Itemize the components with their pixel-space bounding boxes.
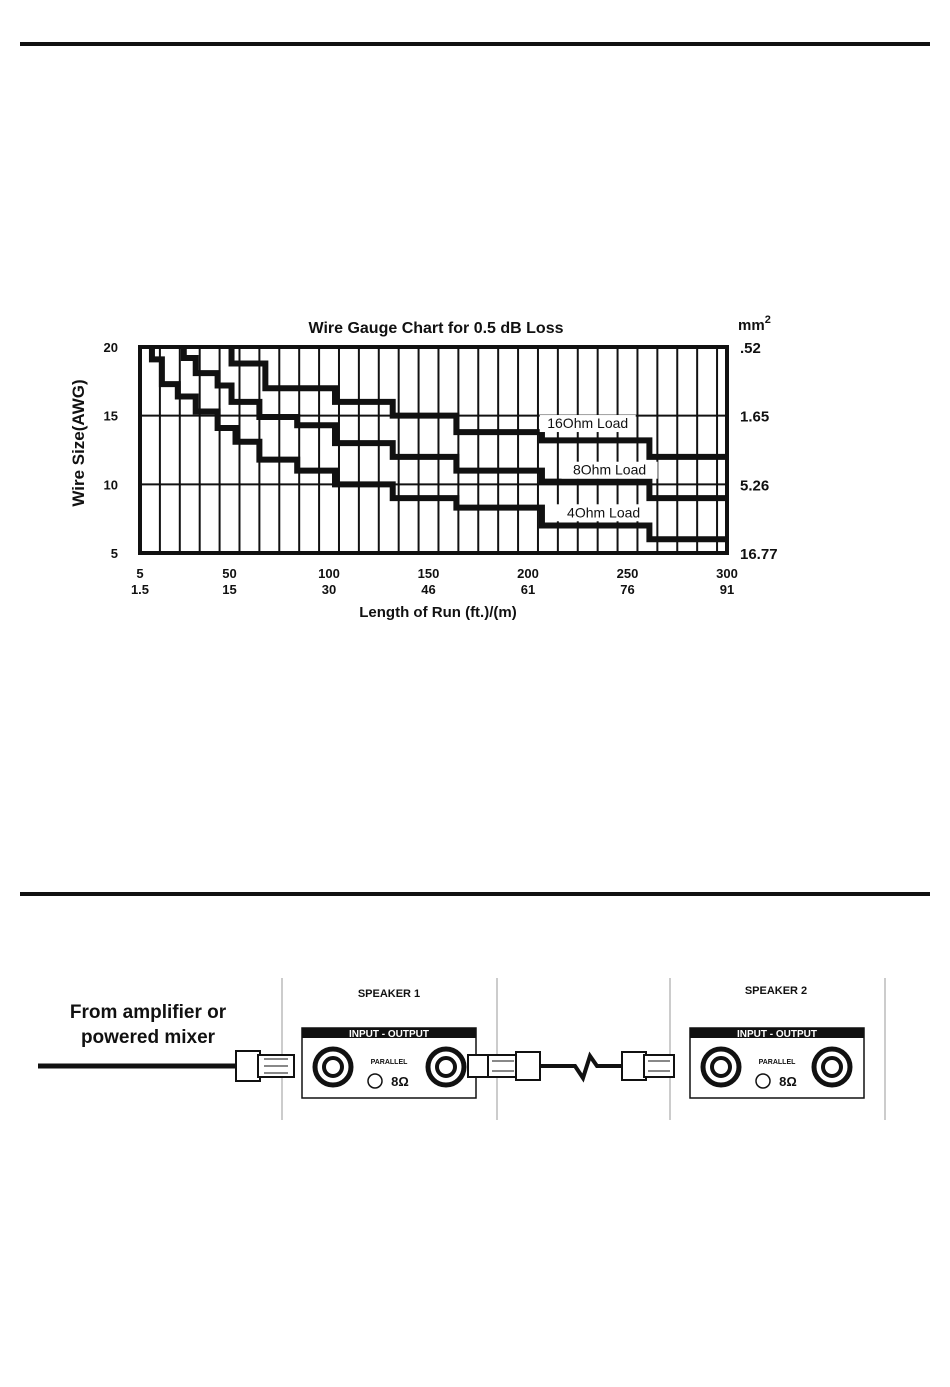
series-label: 8Ohm Load xyxy=(573,461,647,478)
source-label-line2: powered mixer xyxy=(80,1027,216,1048)
right-tick-label: 1.65 xyxy=(740,408,770,426)
x-tick-label-m: 1.5 xyxy=(130,582,150,597)
speaker1-impedance: 8Ω xyxy=(391,1074,409,1089)
x-tick-label-m: 46 xyxy=(421,582,436,597)
speaker2-pin-icon xyxy=(756,1074,770,1088)
x-axis-label: Length of Run (ft.)/(m) xyxy=(359,604,517,621)
x-tick-label-ft: 5 xyxy=(136,566,144,581)
right-axis-unit-superscript: 2 xyxy=(764,314,771,326)
right-axis-unit xyxy=(738,314,771,334)
plot-frame xyxy=(140,347,727,553)
middle-divider-rule xyxy=(20,892,930,896)
x-tick-label-m: 61 xyxy=(520,582,536,597)
speaker2-impedance: 8Ω xyxy=(779,1074,797,1089)
speaker-wiring-diagram xyxy=(0,960,950,1140)
x-tick-label-m: 76 xyxy=(620,582,635,597)
x-tick-label-m: 15 xyxy=(222,582,237,597)
speakon-connector-3 xyxy=(622,1052,674,1080)
right-tick-label: 16.77 xyxy=(740,546,778,563)
right-axis-unit-base: mm xyxy=(738,317,765,334)
x-tick-label-ft: 50 xyxy=(222,566,237,581)
speaker2-input-jack xyxy=(703,1049,739,1085)
y-tick-label: 10 xyxy=(103,477,118,493)
speaker2-panel xyxy=(690,1028,864,1098)
x-tick-label-ft: 300 xyxy=(716,566,738,581)
x-tick-label-ft: 250 xyxy=(616,566,639,581)
y-axis-label: Wire Size(AWG) xyxy=(69,379,88,507)
y-tick-label: 5 xyxy=(110,546,118,561)
x-tick-label-ft: 150 xyxy=(417,566,440,581)
right-tick-label: .52 xyxy=(740,340,761,357)
speaker2-name: SPEAKER 2 xyxy=(744,985,808,997)
speakon-connector-1 xyxy=(236,1051,294,1081)
right-tick-label: 5.26 xyxy=(740,477,770,495)
speaker1-name: SPEAKER 1 xyxy=(357,988,421,1000)
chart-title: Wire Gauge Chart for 0.5 dB Loss xyxy=(308,320,564,337)
series-label: 16Ohm Load xyxy=(547,415,629,432)
speaker1-input-jack xyxy=(315,1049,351,1085)
x-tick-label-ft: 200 xyxy=(517,566,539,581)
x-tick-label-m: 30 xyxy=(321,582,337,597)
chart-grid xyxy=(140,347,727,553)
speaker1-pin-icon xyxy=(368,1074,382,1088)
speaker1-parallel-label: PARALLEL xyxy=(370,1059,408,1066)
x-tick-label-m: 91 xyxy=(719,582,735,597)
speaker1-panel xyxy=(302,1028,476,1098)
series-label: 4Ohm Load xyxy=(567,504,641,521)
x-tick-label-ft: 100 xyxy=(318,566,340,581)
speakon-connector-2 xyxy=(468,1052,540,1080)
wire-gauge-chart xyxy=(0,0,950,640)
link-cable xyxy=(540,1056,624,1078)
speaker1-output-jack xyxy=(428,1049,464,1085)
speaker2-parallel-label: PARALLEL xyxy=(758,1059,796,1066)
speaker2-panel-title: INPUT - OUTPUT xyxy=(737,1029,817,1040)
speaker2-output-jack xyxy=(814,1049,850,1085)
speaker1-panel-title: INPUT - OUTPUT xyxy=(349,1029,429,1040)
source-label-line1: From amplifier or xyxy=(69,1002,227,1023)
y-tick-label: 20 xyxy=(103,340,118,355)
y-tick-label: 15 xyxy=(103,408,118,424)
